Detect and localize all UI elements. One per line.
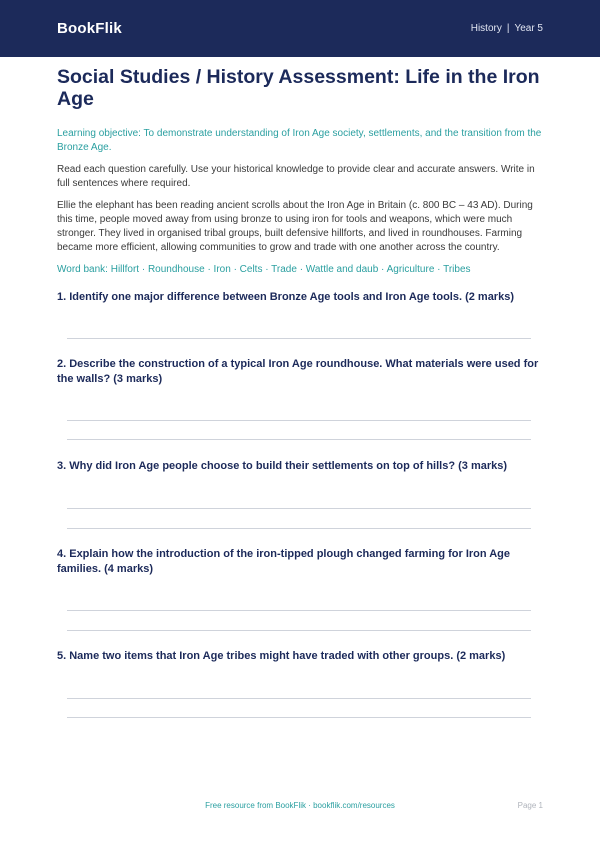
header-meta [471,23,543,34]
answer-line[interactable] [67,338,531,339]
year-label: Year 5 [514,23,543,34]
question-1 [57,290,543,305]
header-separator: | [506,23,510,34]
answer-line[interactable] [67,420,531,421]
word-bank: Word bank: Hillfort · Roundhouse · Iron · Celts · Trade · Wattle and daub · Agriculture · Tribes [57,264,471,275]
answer-line[interactable] [67,508,531,509]
instructions: Read each question carefully. Use your historical knowledge to provide clear and accurate answers. Write in full sentences where required. [57,164,535,189]
intro-section [57,62,543,277]
learning-objective: Learning objective: To demonstrate understanding of Iron Age society, settlements, and the transition from the Bronze Age. [57,128,542,153]
page-title: Social Studies / History Assessment: Life in the Iron Age [57,66,540,110]
answer-line[interactable] [67,698,531,699]
answer-line[interactable] [67,610,531,611]
intro-paragraph: Ellie the elephant has been reading ancient scrolls about the Iron Age in Britain (c. 800 BC – 43 AD). During this time, people moved away from using bronze to using iron for tools and weapons, which were much stronger. They lived in organised tribal groups, built defensive hillforts, and lived in roundhouses. Farming became more efficient, allowing communities to grow and trade with one another across the country. [57,200,533,253]
answer-line[interactable] [67,717,531,718]
subject-label: History [470,23,502,34]
page-number: Page 1 [517,801,543,810]
brand-logo[interactable]: BookFlik [57,20,122,37]
answer-line[interactable] [67,528,531,529]
question-3 [57,459,543,474]
question-text: 3. Why did Iron Age people choose to build their settlements on top of hills? (3 marks) [57,460,508,472]
header-bar [0,0,600,57]
answer-line[interactable] [67,439,531,440]
question-text: 5. Name two items that Iron Age tribes might have traded with other groups. (2 marks) [57,650,506,662]
footer-resource-link[interactable]: Free resource from BookFlik · bookflik.com/resources [205,801,395,810]
question-text: 2. Describe the construction of a typical Iron Age roundhouse. What materials were used for the walls? (3 marks) [57,358,539,385]
question-5 [57,649,543,664]
question-4 [57,547,543,577]
answer-line[interactable] [67,630,531,631]
question-text: 1. Identify one major difference between Bronze Age tools and Iron Age tools. (2 marks) [57,291,514,303]
question-text: 4. Explain how the introduction of the iron-tipped plough changed farming for Iron Age families. (4 marks) [57,548,511,575]
question-2 [57,357,543,387]
